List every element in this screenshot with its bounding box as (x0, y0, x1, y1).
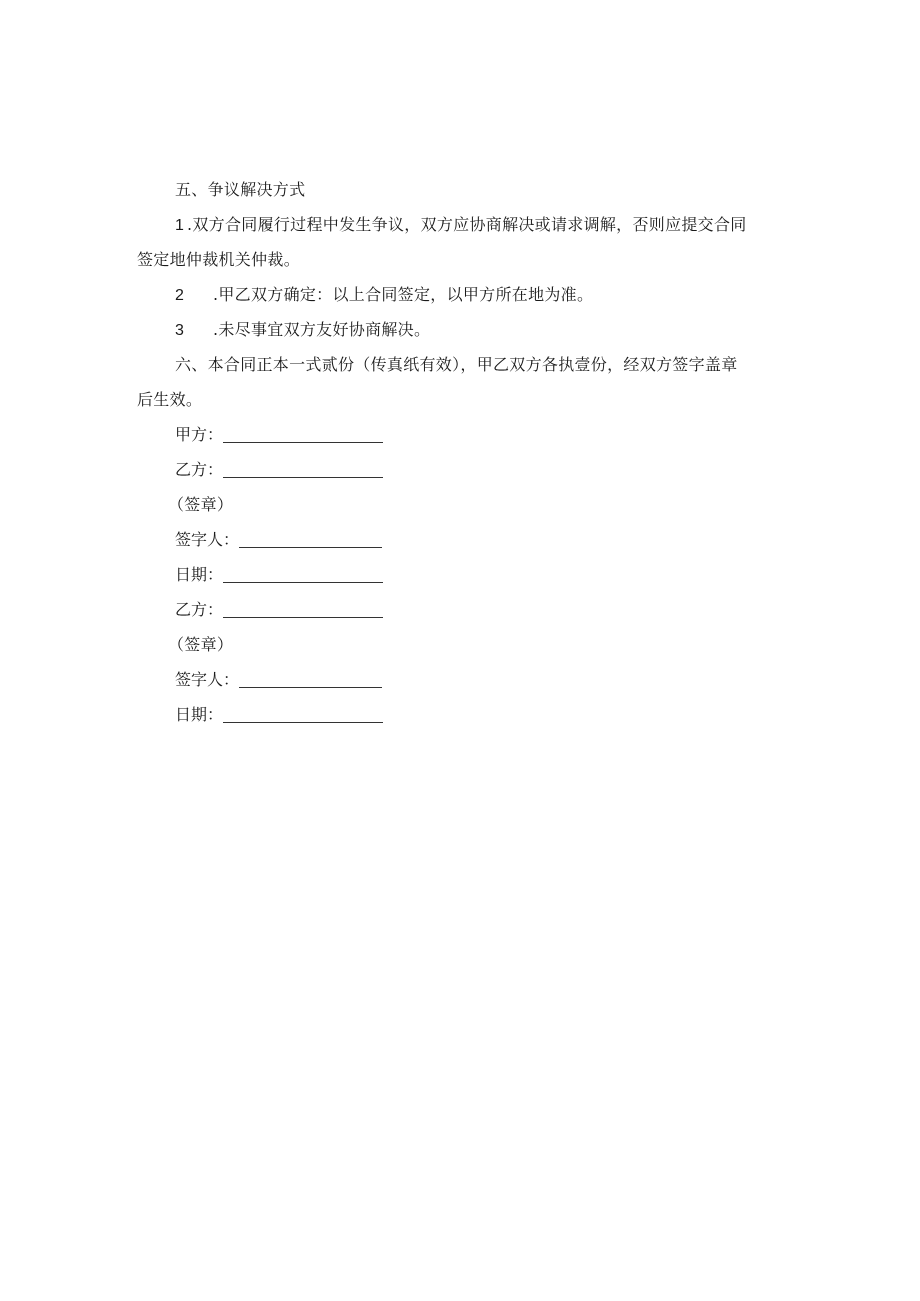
item1-text: .双方合同履行过程中发生争议，双方应协商解决或请求调解，否则应提交合同 (187, 215, 747, 234)
party-b2-blank[interactable] (223, 601, 383, 618)
signer2-field (175, 670, 382, 690)
party-b-field (175, 460, 383, 480)
signer2-label: 签字人： (175, 670, 240, 689)
signer1-field (175, 530, 382, 550)
item2-text: .甲乙双方确定：以上合同签定，以甲方所在地为准。 (213, 285, 594, 304)
item1-number: 1 (175, 217, 185, 234)
section5-item1-line1 (175, 215, 747, 236)
section5-item1-line2: 签定地仲裁机关仲裁。 (137, 250, 301, 269)
party-b2-label: 乙方： (175, 600, 224, 619)
date2-field (175, 705, 383, 725)
seal-label-1: （签章） (168, 495, 234, 514)
party-b2-field (175, 600, 383, 620)
signer1-label: 签字人： (175, 530, 240, 549)
item2-number: 2 (175, 287, 185, 304)
party-a-label: 甲方： (175, 425, 224, 444)
item3-text: .未尽事宜双方友好协商解决。 (213, 320, 431, 339)
signer1-blank[interactable] (239, 531, 382, 548)
date2-label: 日期： (175, 705, 224, 724)
date1-field (175, 565, 383, 585)
section6-line2: 后生效。 (137, 390, 203, 409)
date1-label: 日期： (175, 565, 224, 584)
section5-item3 (175, 320, 430, 341)
section5-heading: 五、争议解决方式 (175, 180, 306, 199)
seal-label-2: （签章） (168, 635, 234, 654)
item3-number: 3 (175, 322, 185, 339)
party-b-label: 乙方： (175, 460, 224, 479)
section6-line1: 六、本合同正本一式贰份（传真纸有效），甲乙双方各执壹份，经双方签字盖章 (175, 355, 738, 374)
party-a-field (175, 425, 383, 445)
party-b-blank[interactable] (223, 461, 383, 478)
date1-blank[interactable] (223, 566, 383, 583)
section5-item2 (175, 285, 593, 306)
signer2-blank[interactable] (239, 671, 382, 688)
date2-blank[interactable] (223, 706, 383, 723)
party-a-blank[interactable] (223, 426, 383, 443)
